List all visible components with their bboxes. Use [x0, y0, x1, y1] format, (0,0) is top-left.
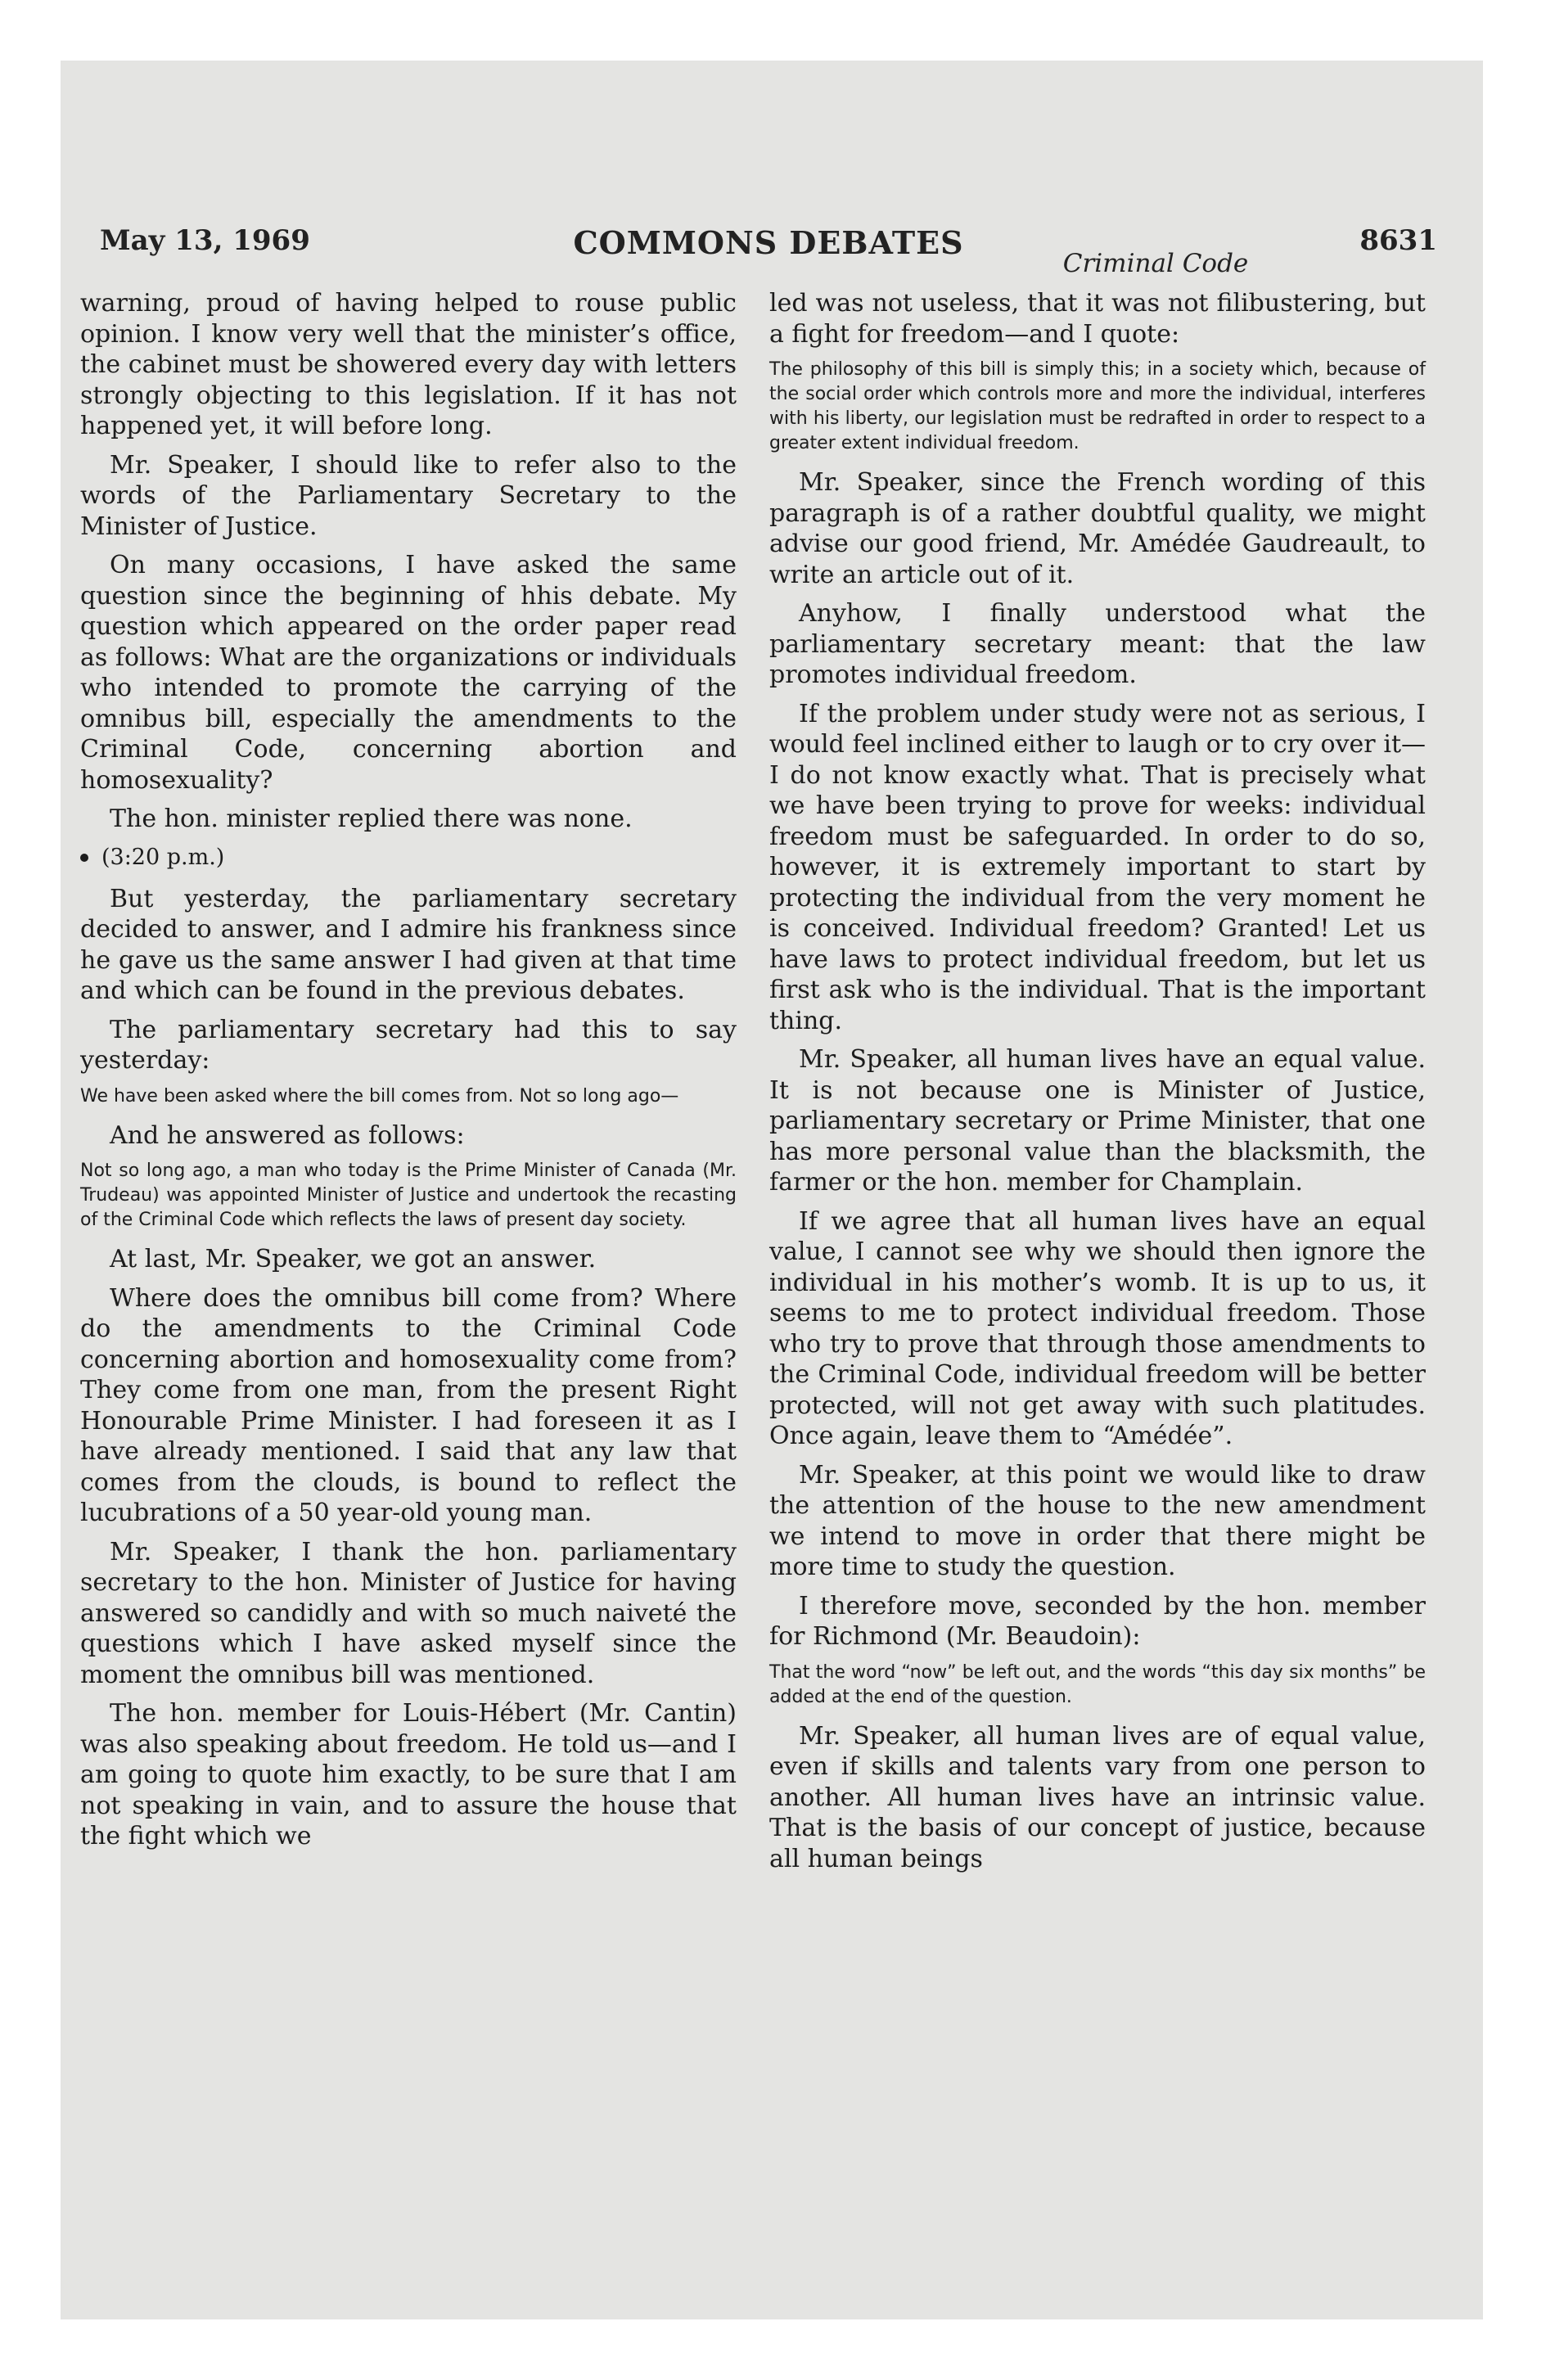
paragraph: Mr. Speaker, I should like to refer also to the words of the Parliamentary Secretary to the Minister of Justice. [80, 450, 737, 541]
paragraph: Mr. Speaker, since the French wording of this paragraph is of a rather doubtful quality, we might advise our good friend, Mr. Amédée Gaudreault, to write an article out of it. [769, 468, 1426, 589]
document-page [61, 61, 1483, 2319]
block-quote: The philosophy of this bill is simply this; in a society which, because of the social order which controls more and more the individual, interferes with his liberty, our legislation must be redrafted in order to respect to a greater extent individual freedom. [769, 359, 1426, 453]
section-title: Criminal Code [1062, 249, 1249, 278]
block-quote: Not so long ago, a man who today is the Prime Minister of Canada (Mr. Trudeau) was appointed Minister of Justice and undertook the recasting of the Criminal Code which reflects the laws of present day society. [80, 1161, 737, 1230]
paragraph: If we agree that all human lives have an equal value, I cannot see why we should then ignore the individual in his mother’s womb. It is up to us, it seems to me to protect individual freedom. Those who try to prove that through those amendments to the Criminal Code, individual freedom will be better protected, will not get away with such platitudes. Once again, leave them to “Amédée”. [769, 1206, 1426, 1450]
page-number: 8631 [1359, 224, 1437, 257]
paragraph: I therefore move, seconded by the hon. member for Richmond (Mr. Beaudoin): [769, 1591, 1426, 1651]
paragraph: Mr. Speaker, all human lives have an equal value. It is not because one is Minister of Justice, parliamentary secretary or Prime Minister, that one has more personal value than the blacksmith, the farmer or the hon. member for Champlain. [769, 1045, 1426, 1197]
paragraph: If the problem under study were not as serious, I would feel inclined either to laugh or to cry over it—I do not know exactly what. That is precisely what we have been trying to prove for weeks: individual freedom must be safeguarded. In order to do so, however, it is extremely important to start by protecting the individual from the very moment he is conceived. Individual freedom? Granted! Let us have laws to protect individual freedom, but let us first ask who is the individual. That is the important thing. [769, 699, 1426, 1035]
left-column [80, 288, 737, 1860]
header-title: COMMONS DEBATES [573, 224, 964, 261]
paragraph: At last, Mr. Speaker, we got an answer. [110, 1245, 597, 1273]
paragraph: Mr. Speaker, I thank the hon. parliamentary secretary to the hon. Minister of Justice for having answered so candidly and with so much naiveté the questions which I have asked myself since the moment the omnibus bill was mentioned. [80, 1537, 737, 1689]
paragraph: But yesterday, the parliamentary secretary decided to answer, and I admire his frankness since he gave us the same answer I had given at that time and which can be found in the previous debates. [80, 884, 737, 1005]
paragraph: The hon. minister replied there was none. [110, 805, 633, 833]
paragraph: On many occasions, I have asked the same question since the beginning of hhis debate. My question which appeared on the order paper read as follows: What are the organizations or individuals who intended to promote the carrying of the omnibus bill, especially the amendments to the Criminal Code, concerning abortion and homosexuality? [80, 551, 737, 795]
paragraph: Anyhow, I finally understood what the parliamentary secretary meant: that the law promotes individual freedom. [769, 599, 1426, 689]
right-column [769, 288, 1426, 1882]
timestamp-text: (3:20 p.m.) [101, 844, 225, 870]
paragraph: warning, proud of having helped to rouse public opinion. I know very well that the minister’s office, the cabinet must be showered every day with letters strongly objecting to this legislation. If it has not happened yet, it will before long. [80, 289, 737, 440]
paragraph: Mr. Speaker, at this point we would like to draw the attention of the house to the new amendment we intend to move in order that there might be more time to study the question. [769, 1460, 1426, 1581]
paragraph: Where does the omnibus bill come from? Where do the amendments to the Criminal Code concerning abortion and homosexuality come from? They come from one man, from the present Right Honourable Prime Minister. I had foreseen it as I have already mentioned. I said that any law that comes from the clouds, is bound to reflect the lucubrations of a 50 year-old young man. [80, 1283, 737, 1527]
paragraph: Mr. Speaker, all human lives are of equal value, even if skills and talents vary from one person to another. All human lives have an intrinsic value. That is the basis of our concept of justice, because all human beings [769, 1721, 1426, 1873]
bullet-icon [80, 854, 88, 862]
block-quote: That the word “now” be left out, and the words “this day six months” be added at the end of the question. [769, 1661, 1426, 1707]
paragraph: And he answered as follows: [110, 1120, 465, 1150]
header-date: May 13, 1969 [100, 224, 310, 257]
block-quote: We have been asked where the bill comes from. Not so long ago— [80, 1085, 679, 1107]
timestamp [80, 843, 737, 872]
paragraph: The hon. member for Louis-Hébert (Mr. Cantin) was also speaking about freedom. He told us—and I am going to quote him exactly, to be sure that I am not speaking in vain, and to assure the house that the fight which we [80, 1699, 737, 1850]
paragraph: led was not useless, that it was not filibustering, but a fight for freedom—and I quote: [769, 289, 1426, 349]
paragraph: The parliamentary secretary had this to say yesterday: [80, 1015, 737, 1075]
